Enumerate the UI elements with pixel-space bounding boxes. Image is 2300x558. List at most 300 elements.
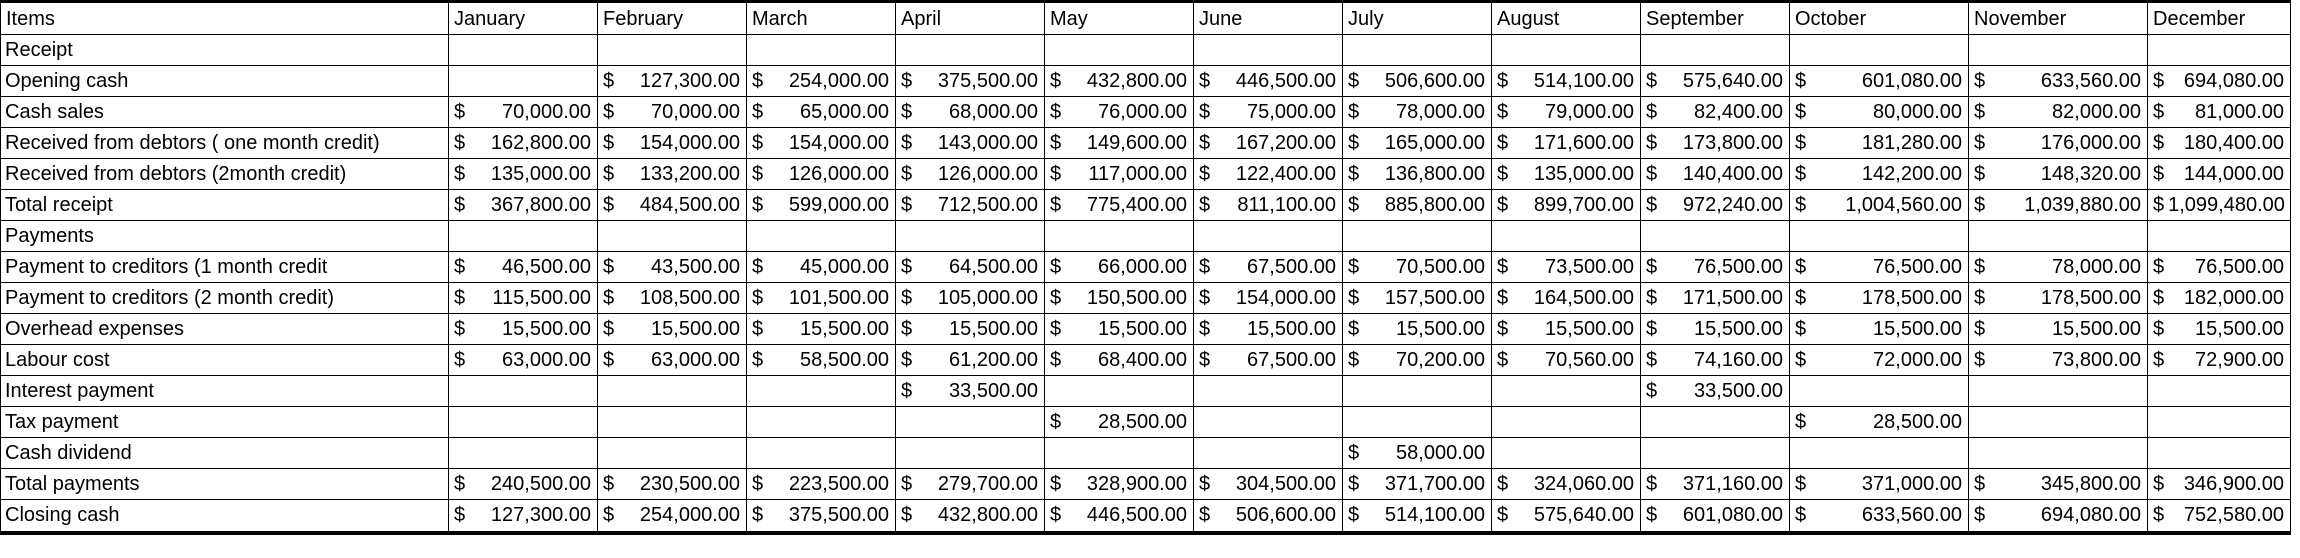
value-cell[interactable] [2148, 469, 2291, 500]
value-cell[interactable] [2148, 35, 2291, 66]
currency-value [901, 283, 1044, 313]
value-cell[interactable] [598, 128, 747, 159]
value-cell[interactable] [1641, 345, 1790, 376]
value-cell[interactable] [747, 35, 896, 66]
row-label[interactable]: Total receipt [1, 190, 449, 221]
value-cell[interactable] [1194, 469, 1343, 500]
column-header-february[interactable]: February [598, 2, 747, 35]
value-cell[interactable] [1045, 469, 1194, 500]
value-cell[interactable] [1641, 500, 1790, 533]
value-cell[interactable] [1343, 66, 1492, 97]
column-header-november[interactable]: November [1969, 2, 2148, 35]
amount: 70,200.00 [1396, 349, 1485, 371]
amount: 181,280.00 [1861, 132, 1962, 154]
value-cell[interactable] [896, 376, 1045, 407]
currency-value [752, 66, 895, 96]
row-label[interactable]: Received from debtors ( one month credit) [1, 128, 449, 159]
currency-symbol: $ [1497, 504, 1509, 527]
value-cell[interactable] [1969, 66, 2148, 97]
column-header-august[interactable]: August [1492, 2, 1641, 35]
table-row [1, 159, 2291, 190]
row-label[interactable]: Interest payment [1, 376, 449, 407]
value-cell[interactable] [1045, 252, 1194, 283]
table-row [1, 283, 2291, 314]
value-cell[interactable] [598, 500, 747, 533]
currency-symbol: $ [752, 318, 764, 340]
currency-symbol: $ [1348, 473, 1360, 495]
value-cell[interactable] [1194, 407, 1343, 438]
value-cell[interactable] [449, 221, 598, 252]
value-cell[interactable] [598, 221, 747, 252]
value-cell[interactable] [2148, 221, 2291, 252]
value-cell[interactable] [598, 438, 747, 469]
value-cell[interactable] [1969, 500, 2148, 533]
value-cell[interactable] [1492, 35, 1641, 66]
value-cell[interactable] [2148, 252, 2291, 283]
value-cell[interactable] [1969, 407, 2148, 438]
value-cell[interactable] [449, 469, 598, 500]
currency-symbol: $ [1348, 318, 1360, 340]
row-label[interactable]: Payments [1, 221, 449, 252]
column-header-july[interactable]: July [1343, 2, 1492, 35]
value-cell[interactable] [1194, 345, 1343, 376]
currency-value [1795, 407, 1968, 437]
value-cell[interactable] [1492, 221, 1641, 252]
amount: 345,800.00 [2040, 473, 2141, 495]
currency-symbol: $ [1050, 318, 1062, 340]
amount: 167,200.00 [1235, 132, 1336, 154]
row-label[interactable]: Labour cost [1, 345, 449, 376]
value-cell[interactable] [1045, 159, 1194, 190]
column-header-may[interactable]: May [1045, 2, 1194, 35]
value-cell[interactable] [747, 283, 896, 314]
amount: 135,000.00 [1533, 163, 1634, 185]
currency-value [2153, 190, 2290, 220]
amount: 575,640.00 [1533, 504, 1634, 527]
value-cell[interactable] [896, 128, 1045, 159]
currency-value [1050, 252, 1193, 282]
row-label[interactable]: Payment to creditors (2 month credit) [1, 283, 449, 314]
value-cell[interactable] [598, 252, 747, 283]
value-cell[interactable] [1343, 159, 1492, 190]
currency-value [603, 128, 746, 158]
value-cell[interactable] [1969, 376, 2148, 407]
currency-value [901, 469, 1044, 499]
value-cell[interactable] [449, 438, 598, 469]
value-cell[interactable] [1969, 438, 2148, 469]
value-cell[interactable] [2148, 159, 2291, 190]
currency-symbol: $ [1646, 473, 1658, 495]
value-cell[interactable] [1641, 469, 1790, 500]
value-cell[interactable] [1492, 159, 1641, 190]
value-cell[interactable] [1790, 128, 1969, 159]
value-cell[interactable] [1343, 252, 1492, 283]
value-cell[interactable] [1641, 159, 1790, 190]
value-cell[interactable] [2148, 345, 2291, 376]
value-cell[interactable] [1492, 128, 1641, 159]
currency-symbol: $ [1050, 194, 1062, 216]
value-cell[interactable] [747, 345, 896, 376]
value-cell[interactable] [1492, 97, 1641, 128]
value-cell[interactable] [2148, 128, 2291, 159]
currency-symbol: $ [1348, 163, 1360, 185]
row-label[interactable]: Overhead expenses [1, 314, 449, 345]
value-cell[interactable] [1790, 159, 1969, 190]
value-cell[interactable] [1969, 345, 2148, 376]
value-cell[interactable] [1641, 407, 1790, 438]
value-cell[interactable] [896, 159, 1045, 190]
value-cell[interactable] [747, 500, 896, 533]
value-cell[interactable] [896, 190, 1045, 221]
value-cell[interactable] [1641, 35, 1790, 66]
value-cell[interactable] [747, 314, 896, 345]
amount: 694,080.00 [2040, 504, 2141, 527]
value-cell[interactable] [1343, 314, 1492, 345]
value-cell[interactable] [747, 407, 896, 438]
value-cell[interactable] [1969, 128, 2148, 159]
amount: 165,000.00 [1384, 132, 1485, 154]
row-label[interactable]: Payment to creditors (1 month credit [1, 252, 449, 283]
currency-value [454, 128, 597, 158]
value-cell[interactable] [1194, 35, 1343, 66]
currency-symbol: $ [1646, 101, 1658, 123]
value-cell[interactable] [1343, 376, 1492, 407]
currency-value [1348, 500, 1491, 530]
value-cell[interactable] [1790, 97, 1969, 128]
value-cell[interactable] [2148, 190, 2291, 221]
value-cell[interactable] [1194, 283, 1343, 314]
row-label[interactable]: Received from debtors (2month credit) [1, 159, 449, 190]
value-cell[interactable] [1641, 190, 1790, 221]
row-label[interactable]: Cash dividend [1, 438, 449, 469]
value-cell[interactable] [1343, 221, 1492, 252]
value-cell[interactable] [1641, 221, 1790, 252]
value-cell[interactable] [896, 97, 1045, 128]
value-cell[interactable] [1790, 500, 1969, 533]
value-cell[interactable] [1194, 159, 1343, 190]
value-cell[interactable] [1492, 314, 1641, 345]
value-cell[interactable] [598, 469, 747, 500]
value-cell[interactable] [1045, 190, 1194, 221]
currency-value [1795, 159, 1968, 189]
amount: 80,000.00 [1873, 101, 1962, 123]
value-cell[interactable] [747, 438, 896, 469]
currency-symbol: $ [1974, 70, 1986, 92]
value-cell[interactable] [896, 221, 1045, 252]
value-cell[interactable] [1790, 252, 1969, 283]
value-cell[interactable] [1641, 252, 1790, 283]
value-cell[interactable] [1790, 190, 1969, 221]
value-cell[interactable] [747, 376, 896, 407]
value-cell[interactable] [1492, 407, 1641, 438]
value-cell[interactable] [2148, 66, 2291, 97]
value-cell[interactable] [449, 314, 598, 345]
currency-value [901, 500, 1044, 530]
currency-symbol: $ [901, 473, 913, 495]
amount: 133,200.00 [639, 163, 740, 185]
value-cell[interactable] [598, 314, 747, 345]
value-cell[interactable] [1969, 221, 2148, 252]
row-label[interactable]: Cash sales [1, 97, 449, 128]
value-cell[interactable] [449, 190, 598, 221]
amount: 15,500.00 [1694, 318, 1783, 340]
value-cell[interactable] [1343, 35, 1492, 66]
currency-symbol: $ [1974, 504, 1986, 527]
currency-value [454, 345, 597, 375]
value-cell[interactable] [1194, 500, 1343, 533]
value-cell[interactable] [896, 469, 1045, 500]
value-cell[interactable] [1969, 159, 2148, 190]
value-cell[interactable] [1969, 469, 2148, 500]
value-cell[interactable] [1045, 97, 1194, 128]
value-cell[interactable] [1492, 190, 1641, 221]
value-cell[interactable] [1492, 469, 1641, 500]
row-label[interactable]: Tax payment [1, 407, 449, 438]
currency-value [2153, 128, 2290, 158]
value-cell[interactable] [1045, 376, 1194, 407]
currency-value [1348, 97, 1491, 127]
currency-value [1646, 128, 1789, 158]
currency-symbol: $ [1050, 256, 1062, 278]
value-cell[interactable] [1194, 66, 1343, 97]
value-cell[interactable] [449, 35, 598, 66]
value-cell[interactable] [1045, 35, 1194, 66]
value-cell[interactable] [449, 500, 598, 533]
value-cell[interactable] [896, 314, 1045, 345]
value-cell[interactable] [1969, 283, 2148, 314]
currency-value [1050, 66, 1193, 96]
currency-value [454, 190, 597, 220]
value-cell[interactable] [1045, 438, 1194, 469]
amount: 140,400.00 [1682, 163, 1783, 185]
currency-value [1974, 128, 2147, 158]
value-cell[interactable] [1641, 66, 1790, 97]
value-cell[interactable] [1343, 345, 1492, 376]
value-cell[interactable] [1194, 221, 1343, 252]
amount: 15,500.00 [1098, 318, 1187, 340]
value-cell[interactable] [896, 35, 1045, 66]
value-cell[interactable] [1343, 190, 1492, 221]
value-cell[interactable] [1194, 128, 1343, 159]
value-cell[interactable] [1343, 438, 1492, 469]
currency-symbol: $ [752, 256, 764, 278]
currency-symbol: $ [1497, 473, 1509, 495]
currency-value [603, 159, 746, 189]
value-cell[interactable] [1492, 438, 1641, 469]
value-cell[interactable] [1790, 314, 1969, 345]
value-cell[interactable] [2148, 97, 2291, 128]
value-cell[interactable] [1790, 35, 1969, 66]
value-cell[interactable] [1492, 376, 1641, 407]
value-cell[interactable] [1641, 97, 1790, 128]
currency-value [2153, 252, 2290, 282]
row-label[interactable]: Receipt [1, 35, 449, 66]
value-cell[interactable] [896, 500, 1045, 533]
value-cell[interactable] [449, 97, 598, 128]
currency-symbol: $ [752, 101, 764, 123]
amount: 180,400.00 [2183, 132, 2284, 154]
value-cell[interactable] [1492, 66, 1641, 97]
value-cell[interactable] [2148, 376, 2291, 407]
value-cell[interactable] [1492, 252, 1641, 283]
currency-value [1199, 500, 1342, 530]
column-header-items[interactable]: Items [1, 2, 449, 35]
value-cell[interactable] [747, 190, 896, 221]
value-cell[interactable] [1969, 314, 2148, 345]
value-cell[interactable] [1343, 500, 1492, 533]
value-cell[interactable] [1969, 190, 2148, 221]
value-cell[interactable] [1194, 376, 1343, 407]
row-label[interactable]: Opening cash [1, 66, 449, 97]
column-header-january[interactable]: January [449, 2, 598, 35]
value-cell[interactable] [1194, 190, 1343, 221]
value-cell[interactable] [1045, 314, 1194, 345]
value-cell[interactable] [747, 469, 896, 500]
value-cell[interactable] [2148, 438, 2291, 469]
value-cell[interactable] [1492, 500, 1641, 533]
value-cell[interactable] [1790, 407, 1969, 438]
value-cell[interactable] [747, 128, 896, 159]
value-cell[interactable] [1045, 345, 1194, 376]
value-cell[interactable] [1790, 438, 1969, 469]
value-cell[interactable] [1045, 283, 1194, 314]
currency-symbol: $ [1348, 132, 1360, 154]
amount: 712,500.00 [937, 194, 1038, 216]
value-cell[interactable] [1790, 283, 1969, 314]
currency-value [752, 128, 895, 158]
value-cell[interactable] [896, 407, 1045, 438]
amount: 76,500.00 [1694, 256, 1783, 278]
value-cell[interactable] [896, 438, 1045, 469]
value-cell[interactable] [1045, 66, 1194, 97]
amount: 223,500.00 [788, 473, 889, 495]
value-cell[interactable] [598, 407, 747, 438]
value-cell[interactable] [598, 97, 747, 128]
value-cell[interactable] [1641, 314, 1790, 345]
value-cell[interactable] [1194, 252, 1343, 283]
value-cell[interactable] [598, 159, 747, 190]
currency-value [603, 252, 746, 282]
amount: 157,500.00 [1384, 287, 1485, 309]
amount: 230,500.00 [639, 473, 740, 495]
amount: 82,400.00 [1694, 101, 1783, 123]
value-cell[interactable] [1194, 97, 1343, 128]
value-cell[interactable] [1194, 438, 1343, 469]
value-cell[interactable] [2148, 314, 2291, 345]
currency-symbol: $ [1646, 349, 1658, 371]
value-cell[interactable] [598, 376, 747, 407]
currency-value [1497, 66, 1640, 96]
value-cell[interactable] [1343, 97, 1492, 128]
value-cell[interactable] [747, 252, 896, 283]
value-cell[interactable] [449, 66, 598, 97]
column-header-march[interactable]: March [747, 2, 896, 35]
value-cell[interactable] [747, 97, 896, 128]
value-cell[interactable] [1045, 221, 1194, 252]
value-cell[interactable] [747, 66, 896, 97]
value-cell[interactable] [1492, 345, 1641, 376]
value-cell[interactable] [1641, 283, 1790, 314]
value-cell[interactable] [449, 159, 598, 190]
row-label[interactable]: Closing cash [1, 500, 449, 533]
currency-value [1497, 159, 1640, 189]
currency-value [1795, 283, 1968, 313]
column-header-april[interactable]: April [896, 2, 1045, 35]
column-header-october[interactable]: October [1790, 2, 1969, 35]
value-cell[interactable] [1343, 469, 1492, 500]
value-cell[interactable] [1790, 66, 1969, 97]
column-header-september[interactable]: September [1641, 2, 1790, 35]
value-cell[interactable] [449, 283, 598, 314]
value-cell[interactable] [1343, 128, 1492, 159]
value-cell[interactable] [1641, 438, 1790, 469]
value-cell[interactable] [598, 35, 747, 66]
value-cell[interactable] [598, 283, 747, 314]
value-cell[interactable] [1045, 128, 1194, 159]
currency-symbol: $ [752, 163, 764, 185]
value-cell[interactable] [1343, 283, 1492, 314]
value-cell[interactable] [896, 345, 1045, 376]
value-cell[interactable] [1969, 97, 2148, 128]
value-cell[interactable] [896, 252, 1045, 283]
value-cell[interactable] [1641, 376, 1790, 407]
column-header-december[interactable]: December [2148, 2, 2291, 35]
value-cell[interactable] [2148, 500, 2291, 533]
value-cell[interactable] [1194, 314, 1343, 345]
value-cell[interactable] [747, 221, 896, 252]
currency-symbol: $ [2153, 163, 2165, 185]
value-cell[interactable] [1790, 345, 1969, 376]
amount: 46,500.00 [502, 256, 591, 278]
value-cell[interactable] [598, 66, 747, 97]
value-cell[interactable] [1343, 407, 1492, 438]
value-cell[interactable] [449, 376, 598, 407]
amount: 171,600.00 [1533, 132, 1634, 154]
value-cell[interactable] [2148, 283, 2291, 314]
value-cell[interactable] [449, 407, 598, 438]
value-cell[interactable] [1641, 128, 1790, 159]
value-cell[interactable] [747, 159, 896, 190]
currency-value [1795, 128, 1968, 158]
amount: 599,000.00 [788, 194, 889, 216]
value-cell[interactable] [1969, 35, 2148, 66]
value-cell[interactable] [598, 345, 747, 376]
value-cell[interactable] [449, 345, 598, 376]
value-cell[interactable] [1790, 469, 1969, 500]
value-cell[interactable] [449, 252, 598, 283]
value-cell[interactable] [2148, 407, 2291, 438]
column-header-june[interactable]: June [1194, 2, 1343, 35]
value-cell[interactable] [1790, 221, 1969, 252]
value-cell[interactable] [1045, 500, 1194, 533]
value-cell[interactable] [598, 190, 747, 221]
value-cell[interactable] [1492, 283, 1641, 314]
value-cell[interactable] [896, 66, 1045, 97]
currency-value [1795, 345, 1968, 375]
value-cell[interactable] [1969, 252, 2148, 283]
value-cell[interactable] [1045, 407, 1194, 438]
currency-value [1795, 66, 1968, 96]
value-cell[interactable] [896, 283, 1045, 314]
value-cell[interactable] [449, 128, 598, 159]
row-label[interactable]: Total payments [1, 469, 449, 500]
currency-value [603, 190, 746, 220]
value-cell[interactable] [1790, 376, 1969, 407]
currency-value [1348, 283, 1491, 313]
currency-symbol: $ [1348, 256, 1360, 278]
amount: 76,500.00 [2195, 256, 2284, 278]
currency-symbol: $ [1646, 287, 1658, 309]
